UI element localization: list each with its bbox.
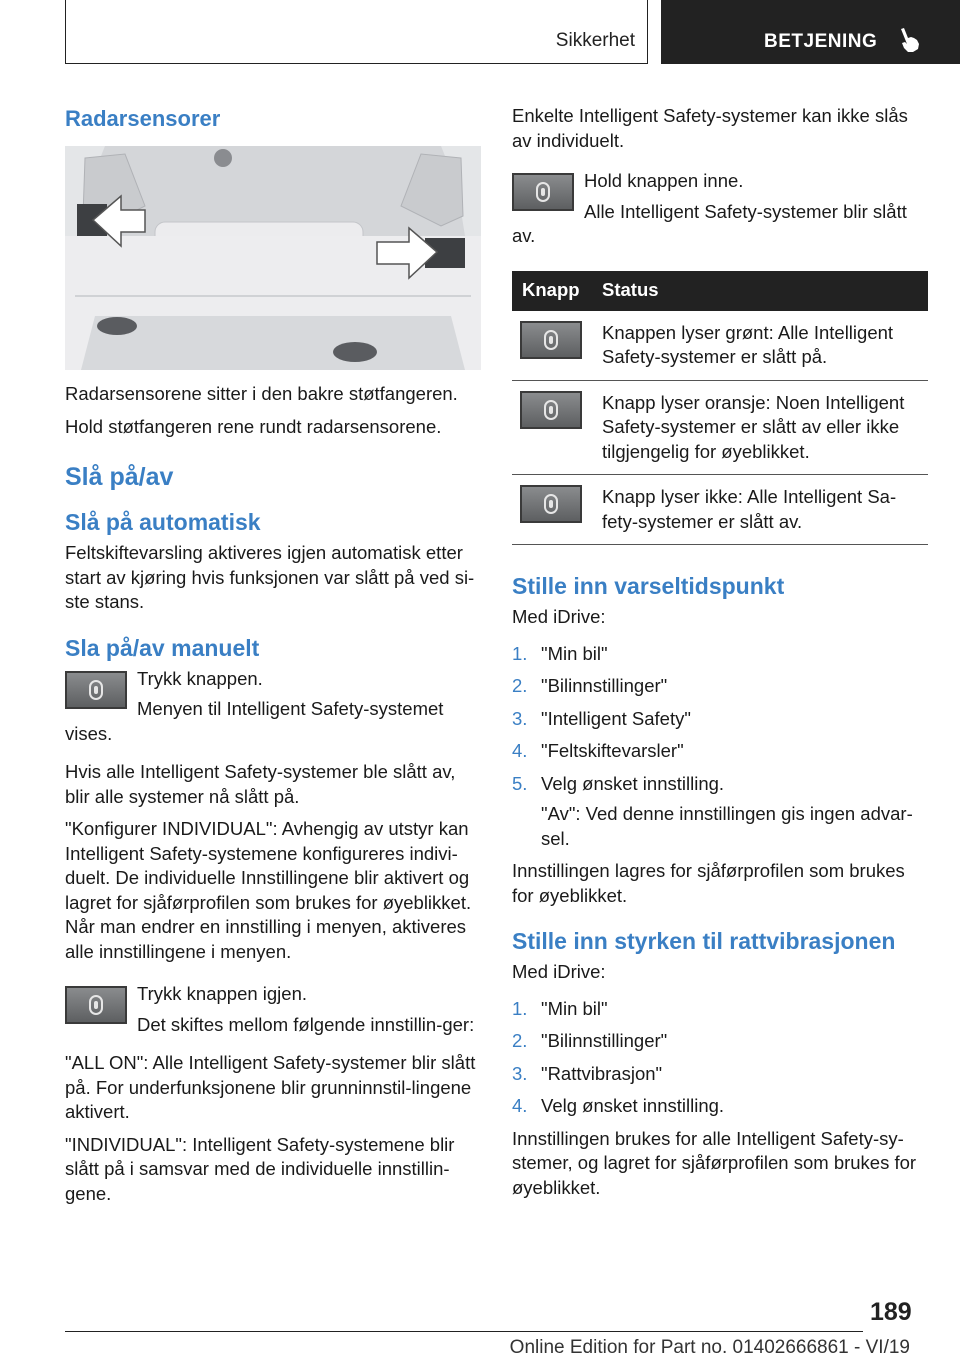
radar-clean-text: Hold støtfangeren rene rundt radarsensorene. xyxy=(65,415,442,437)
hold-button-text: Hold knappen inne. xyxy=(584,170,744,191)
table-row xyxy=(512,475,928,545)
page-number: 189 xyxy=(870,1298,912,1326)
table-row xyxy=(512,380,928,475)
button-status-table xyxy=(512,271,928,546)
safety-button-icon xyxy=(520,391,582,429)
warning-steps-list xyxy=(512,642,928,852)
warning-off-note: "Av": Ved denne innstillingen gis ingen advar-sel. xyxy=(541,803,913,849)
list-item: 1. "Min bil" xyxy=(512,997,608,1019)
page-header xyxy=(0,0,960,66)
cannot-switch-off-text: Enkelte Intelligent Safety-systemer kan ikke slås av individuelt. xyxy=(512,105,908,151)
list-item: 4. "Feltskiftevarsler" xyxy=(512,740,684,761)
vibration-idrive-intro: Med iDrive: xyxy=(512,961,606,982)
onoff-heading: Slå på/av xyxy=(65,463,174,491)
radar-heading: Radarsensorer xyxy=(65,106,221,131)
press-button-text: Trykk knappen. xyxy=(137,667,263,689)
menu-shown-text: Menyen til Intelligent Safety-systemet vises. xyxy=(65,698,444,744)
safety-button-icon xyxy=(512,173,574,211)
hand-pointer-icon xyxy=(897,27,921,53)
all-on-text: "ALL ON": Alle Intelligent Safety-systemer blir slått på. For underfunksjonene blir grunninnstil-lingene aktivert. xyxy=(65,1052,476,1122)
chapter-tab xyxy=(661,0,960,64)
status-cell: Knapp lyser ikke: Alle Intelligent Sa-fety-systemer er slått av. xyxy=(592,475,928,545)
warning-saved-text: Innstillingen lagres for sjåførprofilen som brukes for øyeblikket. xyxy=(512,860,905,906)
press-button-block xyxy=(65,667,481,753)
all-switched-off-text: Alle Intelligent Safety-systemer blir slått av. xyxy=(512,200,907,246)
press-again-text: Trykk knappen igjen. xyxy=(137,983,308,1004)
configure-individual-text: "Konfigurer INDIVIDUAL": Avhengig av utstyr kan Intelligent Safety-systemene konfigureres indivi-duelt. De individuelle Innstillingene blir aktivert og lagret for sjåførprofilen som brukes for øyeblikket. Når man endrer en innstilling i menyen, aktiveres alle innstillingene i menyen. xyxy=(65,818,472,962)
list-item: 4. Velg ønsket innstilling. xyxy=(512,1095,725,1116)
chapter-title: BETJENING xyxy=(764,31,878,52)
vibration-heading: Stille inn styrken til rattvibrasjonen xyxy=(512,928,896,954)
list-item: 1. "Min bil" xyxy=(512,642,608,664)
warning-time-heading: Stille inn varseltidspunkt xyxy=(512,573,785,599)
switch-between-text: Det skiftes mellom følgende innstillin-ger: xyxy=(137,1013,475,1035)
auto-text: Feltskiftevarsling aktiveres igjen automatisk etter start av kjøring hvis funksjonen var slått på ved si-ste stans. xyxy=(65,542,475,612)
left-column xyxy=(65,100,481,1214)
footer-edition: Online Edition for Part no. 01402666861 - VI/19 xyxy=(509,1337,910,1358)
list-item: 3. "Rattvibrasjon" xyxy=(512,1062,663,1084)
vibration-steps-list xyxy=(512,997,928,1119)
section-title: Sikkerhet xyxy=(555,30,635,51)
section-tab xyxy=(65,0,648,64)
list-item: 5. Velg ønsket innstilling. "Av": Ved denne innstillingen gis ingen advar-sel. xyxy=(512,772,928,852)
safety-button-icon xyxy=(520,321,582,359)
press-again-block xyxy=(65,982,481,1043)
list-item: 3. "Intelligent Safety" xyxy=(512,707,691,729)
car-rear-illustration xyxy=(65,146,481,370)
rear-bumper-photo xyxy=(65,146,481,370)
radar-location-text: Radarsensorene sitter i den bakre støtfangeren. xyxy=(65,383,458,404)
list-item: 2. "Bilinnstillinger" xyxy=(512,1030,668,1051)
safety-button-icon xyxy=(65,986,127,1024)
safety-button-icon xyxy=(520,485,582,523)
right-column xyxy=(512,104,928,1208)
status-cell: Knapp lyser oransje: Noen Intelligent Safety-systemer er slått av eller ikke tilgjengelig for øyeblikket. xyxy=(592,380,928,475)
vibration-saved-text: Innstillingen brukes for alle Intelligent Safety-sy-stemer, og lagret for sjåførprofilen som brukes for øyeblikket. xyxy=(512,1127,917,1198)
all-off-text: Hvis alle Intelligent Safety-systemer ble slått av, blir alle systemer nå slått på. xyxy=(65,761,456,807)
footer-divider xyxy=(65,1331,863,1332)
individual-text: "INDIVIDUAL": Intelligent Safety-systemene blir slått på i samsvar med de individuelle innstillin-gene. xyxy=(65,1133,455,1204)
column-header-status: Status xyxy=(592,271,928,311)
safety-button-icon xyxy=(65,671,127,709)
manual-heading: Sla på/av manuelt xyxy=(65,634,260,661)
status-cell: Knappen lyser grønt: Alle Intelligent Safety-systemer er slått på. xyxy=(592,311,928,381)
auto-heading: Slå på automatisk xyxy=(65,509,261,535)
list-item: 2. "Bilinnstillinger" xyxy=(512,675,668,696)
table-header-row xyxy=(512,271,928,311)
hold-button-block xyxy=(512,169,928,255)
column-header-button: Knapp xyxy=(512,271,592,311)
table-row xyxy=(512,311,928,381)
warning-idrive-intro: Med iDrive: xyxy=(512,606,606,627)
